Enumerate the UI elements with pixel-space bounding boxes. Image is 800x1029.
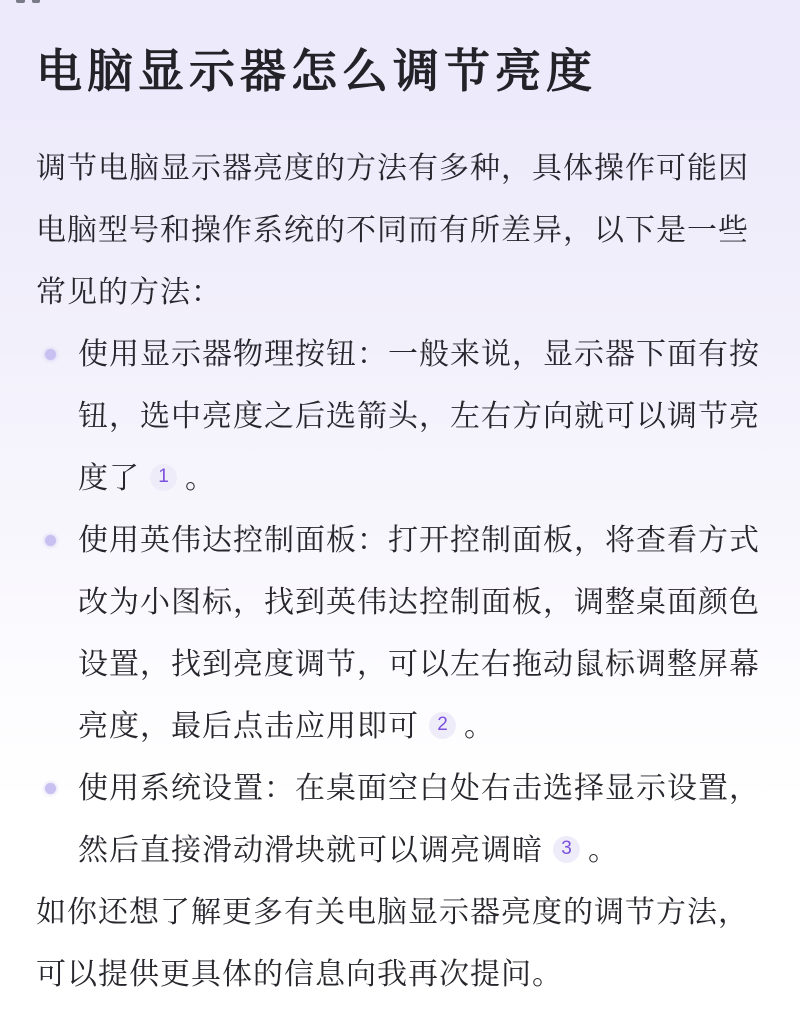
bullet-line-text: 度了 — [78, 462, 140, 495]
sentence-period: 。 — [185, 462, 216, 495]
bullet-dot-icon — [45, 783, 56, 794]
bullet-line-text: 亮度，最后点击应用即可 — [78, 710, 419, 743]
bullet-dot-icon — [45, 535, 56, 546]
citation-badge-1[interactable]: 1 — [150, 464, 177, 491]
bullet-line: 使用英伟达控制面板：打开控制面板，将查看方式 — [78, 524, 760, 557]
bullet-line: 使用显示器物理按钮：一般来说，显示器下面有按 — [78, 338, 760, 371]
bullet-line-text: 然后直接滑动滑块就可以调亮调暗 — [78, 834, 543, 867]
outro-line: 如你还想了解更多有关电脑显示器亮度的调节方法， — [36, 896, 749, 929]
bullet-dot-icon — [45, 349, 56, 360]
citation-badge-3[interactable]: 3 — [553, 836, 580, 863]
outro-paragraph — [36, 882, 784, 1006]
top-edge-artifact — [16, 0, 25, 3]
top-edge-artifact — [32, 0, 40, 3]
sentence-period: 。 — [464, 710, 495, 743]
list-item-system-settings — [36, 758, 784, 882]
outro-line: 可以提供更具体的信息向我再次提问。 — [36, 958, 563, 991]
bullet-line-last — [78, 696, 784, 758]
bullet-line-last — [78, 448, 784, 510]
citation-badge-2[interactable]: 2 — [429, 712, 456, 739]
intro-line: 调节电脑显示器亮度的方法有多种，具体操作可能因 — [36, 152, 749, 185]
methods-list — [36, 324, 784, 882]
intro-line: 电脑型号和操作系统的不同而有所差异，以下是一些 — [36, 214, 749, 247]
list-item-physical-buttons — [36, 324, 784, 510]
bullet-line: 改为小图标，找到英伟达控制面板，调整桌面颜色 — [78, 586, 760, 619]
bullet-line: 钮，选中亮度之后选箭头，左右方向就可以调节亮 — [78, 400, 760, 433]
intro-line: 常见的方法： — [36, 276, 222, 309]
sentence-period: 。 — [588, 834, 619, 867]
intro-paragraph — [36, 138, 784, 324]
bullet-line: 设置，找到亮度调节，可以左右拖动鼠标调整屏幕 — [78, 648, 760, 681]
bullet-line: 使用系统设置：在桌面空白处右击选择显示设置， — [78, 772, 760, 805]
page-title: 电脑显示器怎么调节亮度 — [36, 45, 597, 97]
bullet-line-last — [78, 820, 784, 882]
list-item-nvidia-panel — [36, 510, 784, 758]
